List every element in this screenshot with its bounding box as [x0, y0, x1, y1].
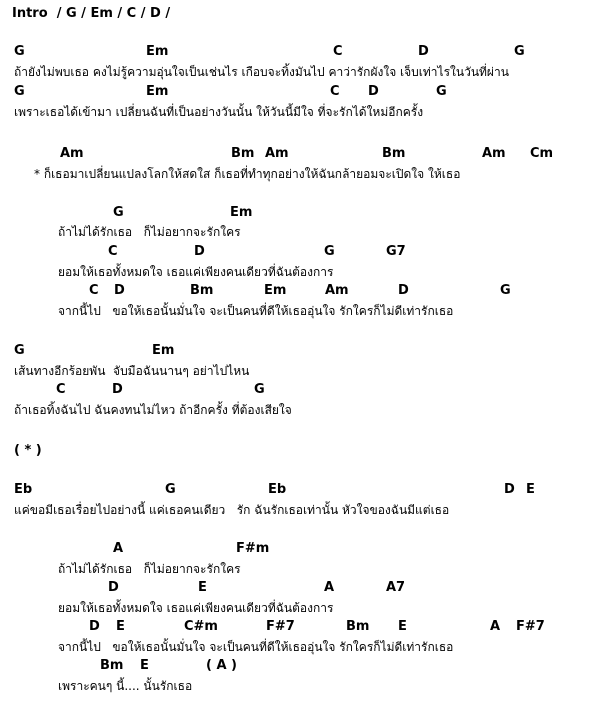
lyric-line: แค่ขอมีเธอเรื่อยไปอย่างนี้ แค่เธอคนเดียว รัก ฉันรักเธอเท่านั้น หัวใจของฉันมีแต่เธอ: [14, 503, 450, 517]
lyric-line: ถ้าเธอทิ้งฉันไป ฉันคงทนไม่ไหว ถ้าอีกครั้ง ที่ต้องเสียใจ: [14, 403, 292, 417]
chord: C: [330, 84, 340, 99]
lyric-line: จากนี้ไป ขอให้เธอนั้นมั่นใจ จะเป็นคนที่ดีให้เธออุ่นใจ รักใครก็ไม่ดีเท่ารักเธอ: [58, 640, 454, 654]
chord: Em: [146, 84, 169, 99]
lyric-line: * ก็เธอมาเปลี่ยนแปลงโลกให้สดใส ก็เธอที่ทำทุกอย่างให้ฉันกล้ายอมจะเปิดใจ ให้เธอ: [34, 167, 461, 181]
chord: Eb: [268, 482, 287, 497]
chord: D: [418, 44, 429, 59]
chord: G: [254, 382, 265, 397]
chord: D: [504, 482, 515, 497]
lyric-line: เพราะคนๆ นี้.... นั้นรักเธอ: [58, 679, 193, 693]
chord: G: [14, 343, 25, 358]
chord: Bm: [100, 658, 124, 673]
chord: Bm: [190, 283, 214, 298]
chord: Am: [325, 283, 349, 298]
chord: Bm: [346, 619, 370, 634]
chord: D: [194, 244, 205, 259]
chord: E: [116, 619, 125, 634]
chord: C: [108, 244, 118, 259]
chord: Bm: [382, 146, 406, 161]
chord: D: [368, 84, 379, 99]
chord: Am: [265, 146, 289, 161]
chord: C#m: [184, 619, 218, 634]
lyric-line: เพราะเธอได้เข้ามา เปลี่ยนฉันที่เป็นอย่างวันนั้น ให้วันนี้มีใจ ที่จะรักได้ใหม่อีกครั้ง: [14, 105, 424, 119]
chord: G7: [386, 244, 406, 259]
lyric-line: ถ้าไม่ได้รักเธอ ก็ไม่อยากจะรักใคร: [58, 225, 241, 239]
chord: A7: [386, 580, 406, 595]
chord: G: [113, 205, 124, 220]
repeat-marker: ( * ): [14, 443, 42, 458]
chord: C: [56, 382, 66, 397]
lyric-line: ถ้ายังไม่พบเธอ คงไม่รู้ความอุ่นใจเป็นเช่นไร เกือบจะทิ้งมันไป คาว่ารักผังใจ เจ็บเท่าไรในวันที่ผ่าน: [14, 65, 509, 79]
chord: Bm: [231, 146, 255, 161]
chord: Cm: [530, 146, 554, 161]
chord: E: [398, 619, 407, 634]
chord: D: [108, 580, 119, 595]
chord: Em: [152, 343, 175, 358]
lyric-line: ยอมให้เธอทั้งหมดใจ เธอแค่เพียงคนเดียวที่ฉันต้องการ: [58, 601, 334, 615]
lyric-line: เส้นทางอีกร้อยพัน จับมือฉันนานๆ อย่าไปไหน: [14, 364, 250, 378]
chord: E: [198, 580, 207, 595]
chord: A: [113, 541, 124, 556]
chord: A: [324, 580, 335, 595]
chord: F#m: [236, 541, 270, 556]
intro-line: Intro / G / Em / C / D /: [12, 6, 171, 21]
chord: D: [112, 382, 123, 397]
chord: Em: [230, 205, 253, 220]
chord: E: [140, 658, 149, 673]
lyric-line: จากนี้ไป ขอให้เธอนั้นมั่นใจ จะเป็นคนที่ดีให้เธออุ่นใจ รักใครก็ไม่ดีเท่ารักเธอ: [58, 304, 454, 318]
chord: Eb: [14, 482, 33, 497]
chord: F#7: [266, 619, 295, 634]
chord: Am: [482, 146, 506, 161]
chord: G: [14, 84, 25, 99]
chord: D: [114, 283, 125, 298]
chord: G: [500, 283, 511, 298]
chord: G: [165, 482, 176, 497]
chord: ( A ): [206, 658, 237, 673]
chord: D: [89, 619, 100, 634]
chord: D: [398, 283, 409, 298]
chord: E: [526, 482, 535, 497]
chord: G: [324, 244, 335, 259]
chord: G: [14, 44, 25, 59]
chord: Em: [264, 283, 287, 298]
chord: Em: [146, 44, 169, 59]
chord: F#7: [516, 619, 545, 634]
chord: G: [514, 44, 525, 59]
chord: Am: [60, 146, 84, 161]
lyric-line: ถ้าไม่ได้รักเธอ ก็ไม่อยากจะรักใคร: [58, 562, 241, 576]
chord: A: [490, 619, 501, 634]
lyric-line: ยอมให้เธอทั้งหมดใจ เธอแค่เพียงคนเดียวที่ฉันต้องการ: [58, 265, 334, 279]
chord: C: [89, 283, 99, 298]
chord: C: [333, 44, 343, 59]
chord: G: [436, 84, 447, 99]
